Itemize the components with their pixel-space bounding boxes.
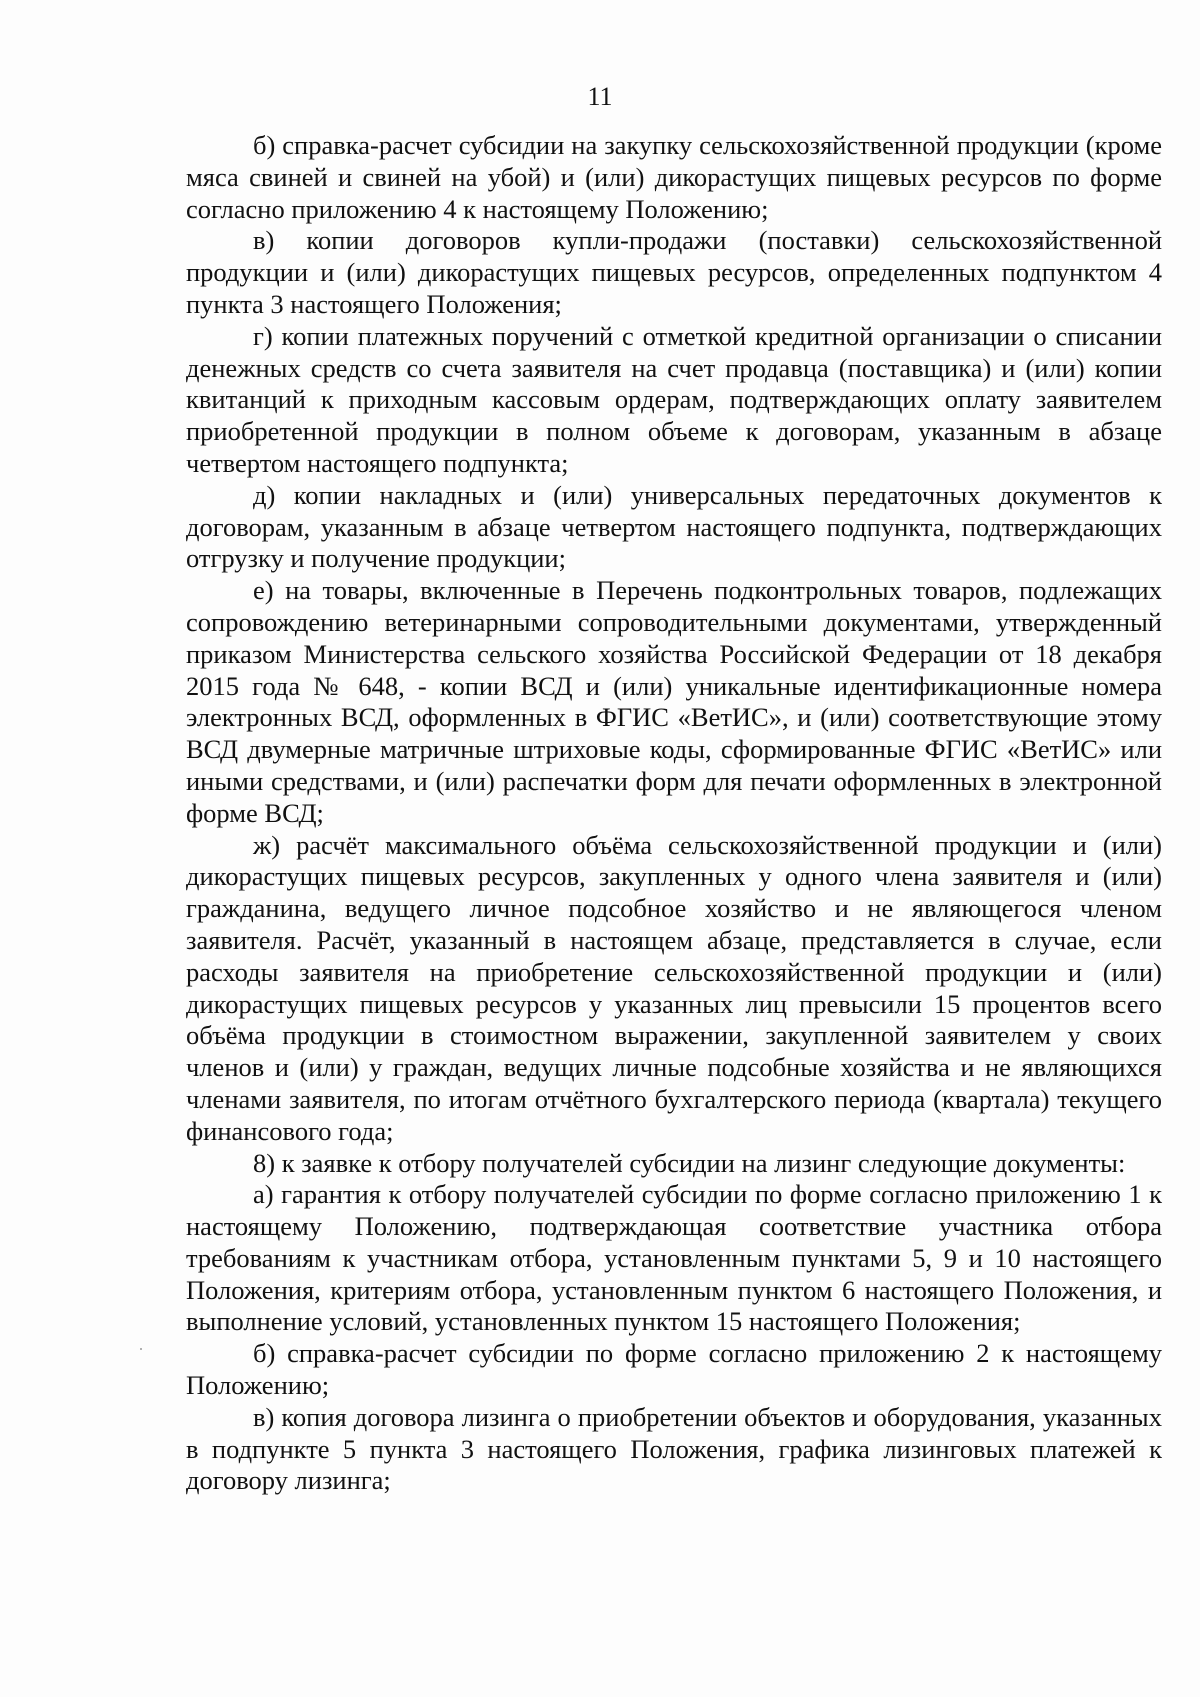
paragraph-v-purchase-contracts: в) копии договоров купли-продажи (поставки) сельскохозяйственной продукции и (или) дикорастущих пищевых ресурсов, определенных подпунктом 4 пункта 3 настоящего Положения;	[186, 225, 1162, 319]
paragraph-g-payment-orders: г) копии платежных поручений с отметкой кредитной организации о списании денежных средств со счета заявителя на счет продавца (поставщика) и (или) копии квитанций к приходным кассовым ордерам, подтверждающих оплату заявителем приобретенной продукции в полном объеме к договорам, указанным в абзаце четвертом настоящего подпункта;	[186, 320, 1162, 478]
paragraph-zh-maximum-volume-calculation: ж) расчёт максимального объёма сельскохозяйственной продукции и (или) дикорастущих пищевых ресурсов, закупленных у одного члена заявителя и (или) гражданина, ведущего личное подсобное хозяйство и не являющегося членом заявителя. Расчёт, указанный в настоящем абзаце, представляется в случае, если расходы заявителя на приобретение сельскохозяйственной продукции и (или) дикорастущих пищевых ресурсов у указанных лиц превысили 15 процентов всего объёма продукции в стоимостном выражении, закупленной заявителем у своих членов и (или) у граждан, ведущих личные подсобные хозяйства и не являющихся членами заявителя, по итогам отчётного бухгалтерского периода (квартала) текущего финансового года;	[186, 829, 1162, 1146]
paragraph-e-veterinary-documents: е) на товары, включенные в Перечень подконтрольных товаров, подлежащих сопровождению ветеринарными сопроводительными документами, утвержденный приказом Министерства сельского хозяйства Российской Федерации от 18 декабря 2015 года № 648, - копии ВСД и (или) уникальные идентификационные номера электронных ВСД, оформленных в ФГИС «ВетИС», и (или) соответствующие этому ВСД двумерные матричные штриховые коды, сформированные ФГИС «ВетИС» или иными средствами, и (или) распечатки форм для печати оформленных в электронной форме ВСД;	[186, 575, 1162, 828]
paragraph-v-leasing-contract: в) копия договора лизинга о приобретении объектов и оборудования, указанных в подпункте 5 пункта 3 настоящего Положения, графика лизинговых платежей к договору лизинга;	[186, 1401, 1162, 1496]
page-number: 11	[587, 82, 613, 111]
paragraph-b-certificate-calculation: б) справка-расчет субсидии на закупку сельскохозяйственной продукции (кроме мяса свиней и свиней на убой) и (или) дикорастущих пищевых ресурсов по форме согласно приложению 4 к настоящему Положению;	[186, 130, 1162, 224]
paragraph-b-subsidy-calculation: б) справка-расчет субсидии по форме согласно приложению 2 к настоящему Положению;	[186, 1338, 1162, 1401]
paragraph-a-guarantee: а) гарантия к отбору получателей субсидии по форме согласно приложению 1 к настоящему Положению, подтверждающая соответствие участника отбора требованиям к участникам отбора, установленным пунктами 5, 9 и 10 настоящего Положения, критериям отбора, установленным пунктом 6 настоящего Положения, и выполнение условий, установленных пунктом 15 настоящего Положения;	[186, 1179, 1162, 1337]
document-body	[186, 130, 1162, 1497]
paragraph-d-invoices: д) копии накладных и (или) универсальных передаточных документов к договорам, указанным в абзаце четвертом настоящего подпункта, подтверждающих отгрузку и получение продукции;	[186, 479, 1162, 574]
paragraph-8-leasing-documents: 8) к заявке к отбору получателей субсидии на лизинг следующие документы:	[253, 1147, 1126, 1178]
scan-artifact-dot	[140, 1348, 142, 1350]
